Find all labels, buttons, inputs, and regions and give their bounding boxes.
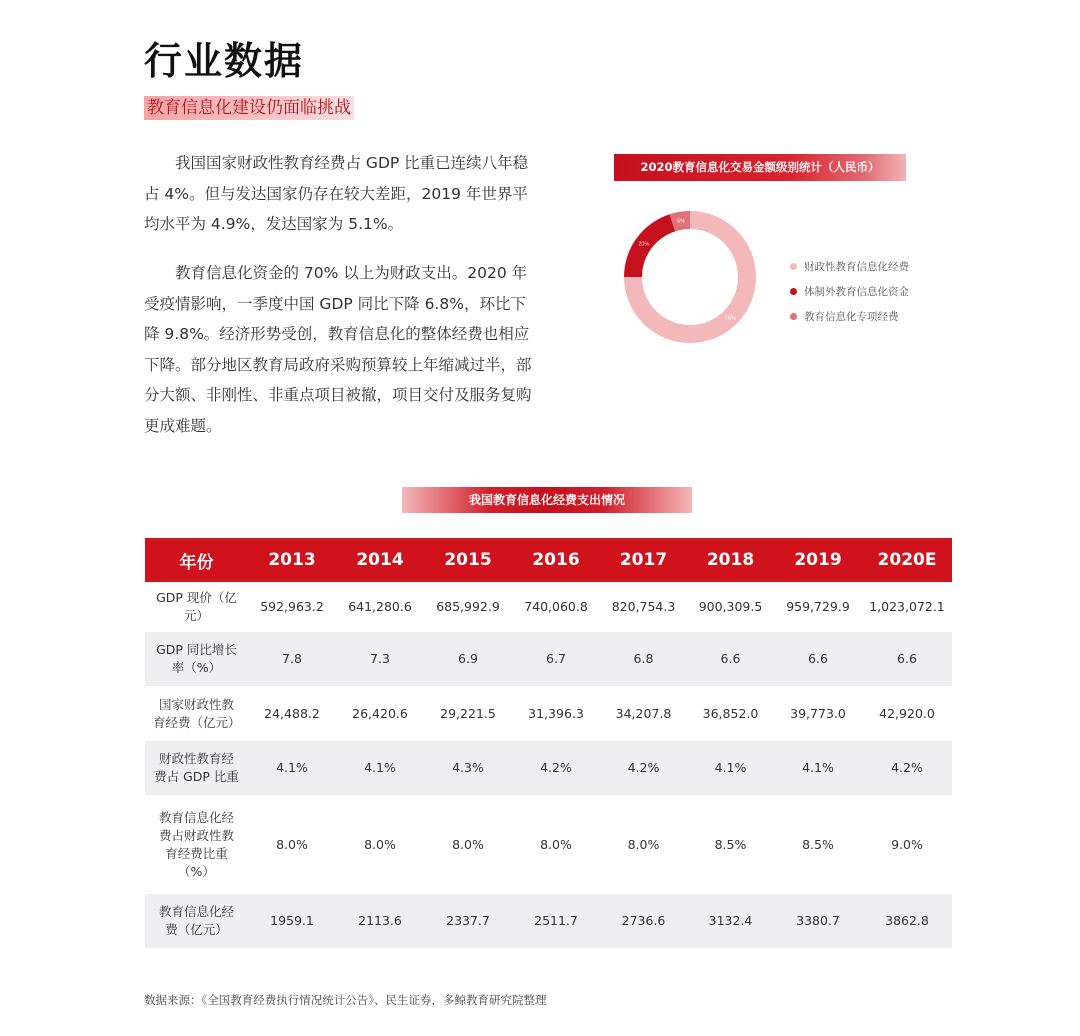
table-cell: 34,207.8 — [600, 686, 687, 741]
table-cell: 1959.1 — [248, 894, 336, 948]
page-title: 行业数据 — [144, 39, 305, 83]
donut-slice-label: 75% — [724, 315, 736, 322]
table-cell: 4.1% — [248, 741, 336, 795]
table-cell: 4.3% — [424, 741, 512, 795]
legend-label: 财政性教育信息化经费 — [804, 261, 909, 273]
table-title: 我国教育信息化经费支出情况 — [402, 487, 692, 513]
table-cell: 2337.7 — [424, 894, 512, 948]
table-row — [145, 795, 952, 894]
table-row-label: 国家财政性教育经费（亿元） — [145, 686, 248, 741]
expenditure-table — [145, 538, 952, 948]
donut-legend — [790, 254, 909, 329]
table-cell: 1,023,072.1 — [862, 582, 952, 632]
table-row — [145, 632, 952, 686]
donut-slice — [624, 214, 675, 277]
table-cell: 4.1% — [687, 741, 774, 795]
table-header-cell: 2019 — [774, 538, 862, 582]
donut-chart — [618, 205, 762, 349]
table-cell: 8.0% — [512, 795, 600, 894]
table-cell: 8.0% — [248, 795, 336, 894]
donut-chart-title: 2020教育信息化交易金额级别统计（人民币） — [614, 154, 906, 181]
table-cell: 592,963.2 — [248, 582, 336, 632]
table-cell: 8.0% — [424, 795, 512, 894]
table-cell: 6.9 — [424, 632, 512, 686]
table-cell: 6.7 — [512, 632, 600, 686]
legend-swatch — [790, 263, 797, 270]
table-cell: 8.5% — [774, 795, 862, 894]
table-cell: 641,280.6 — [336, 582, 424, 632]
table-cell: 24,488.2 — [248, 686, 336, 741]
legend-item — [790, 304, 909, 329]
table-cell: 2113.6 — [336, 894, 424, 948]
table-row-label: 教育信息化经费占财政性教育经费比重（%） — [145, 795, 248, 894]
table-cell: 3380.7 — [774, 894, 862, 948]
legend-item — [790, 254, 909, 279]
table-cell: 39,773.0 — [774, 686, 862, 741]
table-header-cell: 2016 — [512, 538, 600, 582]
table-header-cell: 2015 — [424, 538, 512, 582]
table-cell: 42,920.0 — [862, 686, 952, 741]
table-header-cell: 2013 — [248, 538, 336, 582]
table-cell: 29,221.5 — [424, 686, 512, 741]
legend-label: 教育信息化专项经费 — [804, 311, 899, 323]
table-header-cell: 2018 — [687, 538, 774, 582]
table-cell: 8.0% — [336, 795, 424, 894]
table-header-row — [145, 538, 952, 582]
table-cell: 3862.8 — [862, 894, 952, 948]
table-row — [145, 582, 952, 632]
table-cell: 900,309.5 — [687, 582, 774, 632]
data-source-note: 数据来源：《全国教育经费执行情况统计公告》、民生证券，多鲸教育研究院整理 — [144, 993, 547, 1007]
table-row-label: 财政性教育经费占 GDP 比重 — [145, 741, 248, 795]
table-row — [145, 894, 952, 948]
table-row — [145, 686, 952, 741]
table-cell: 3132.4 — [687, 894, 774, 948]
table-header-cell: 2017 — [600, 538, 687, 582]
table-cell: 6.8 — [600, 632, 687, 686]
table-cell: 6.6 — [687, 632, 774, 686]
legend-swatch — [790, 288, 797, 295]
table-cell: 740,060.8 — [512, 582, 600, 632]
table-cell: 820,754.3 — [600, 582, 687, 632]
table-row-label: GDP 同比增长率（%） — [145, 632, 248, 686]
section-subtitle: 教育信息化建设仍面临挑战 — [144, 96, 354, 120]
legend-swatch — [790, 313, 797, 320]
table-cell: 959,729.9 — [774, 582, 862, 632]
table-cell: 4.2% — [512, 741, 600, 795]
table-cell: 26,420.6 — [336, 686, 424, 741]
table-cell: 6.6 — [862, 632, 952, 686]
section-subtitle-wrap — [144, 96, 354, 120]
table-row — [145, 741, 952, 795]
table-cell: 2511.7 — [512, 894, 600, 948]
table-cell: 6.6 — [774, 632, 862, 686]
table-cell: 2736.6 — [600, 894, 687, 948]
table-cell: 7.3 — [336, 632, 424, 686]
donut-slice-label: 20% — [638, 241, 650, 248]
body-paragraph-1: 我国国家财政性教育经费占 GDP 比重已连续八年稳占 4%。但与发达国家仍存在较大差距，2019 年世界平均水平为 4.9%，发达国家为 5.1%。 — [144, 154, 529, 233]
legend-label: 体制外教育信息化资金 — [804, 286, 909, 298]
table-cell: 36,852.0 — [687, 686, 774, 741]
table-cell: 685,992.9 — [424, 582, 512, 632]
table-header-cell: 2014 — [336, 538, 424, 582]
table-header-cell: 2020E — [862, 538, 952, 582]
table-row-label: GDP 现价（亿元） — [145, 582, 248, 632]
table-cell: 4.2% — [862, 741, 952, 795]
table-cell: 4.2% — [600, 741, 687, 795]
table-cell: 4.1% — [774, 741, 862, 795]
table-cell: 9.0% — [862, 795, 952, 894]
donut-slice-label: 5% — [677, 218, 686, 225]
body-paragraph-2: 教育信息化资金的 70% 以上为财政支出。2020 年受疫情影响，一季度中国 GDP 同比下降 6.8%，环比下降 9.8%。经济形势受创，教育信息化的整体经费也相应下降。部分地区教育局政府采购预算较上年缩减过半，部分大额、非刚性、非重点项目被撤，项目交付及服务复购更成难题。 — [144, 264, 532, 435]
table-cell: 4.1% — [336, 741, 424, 795]
table-cell: 8.0% — [600, 795, 687, 894]
table-row-label: 教育信息化经费（亿元） — [145, 894, 248, 948]
table-cell: 8.5% — [687, 795, 774, 894]
legend-item — [790, 279, 909, 304]
table-header-cell: 年份 — [145, 538, 248, 582]
table-cell: 7.8 — [248, 632, 336, 686]
table-cell: 31,396.3 — [512, 686, 600, 741]
